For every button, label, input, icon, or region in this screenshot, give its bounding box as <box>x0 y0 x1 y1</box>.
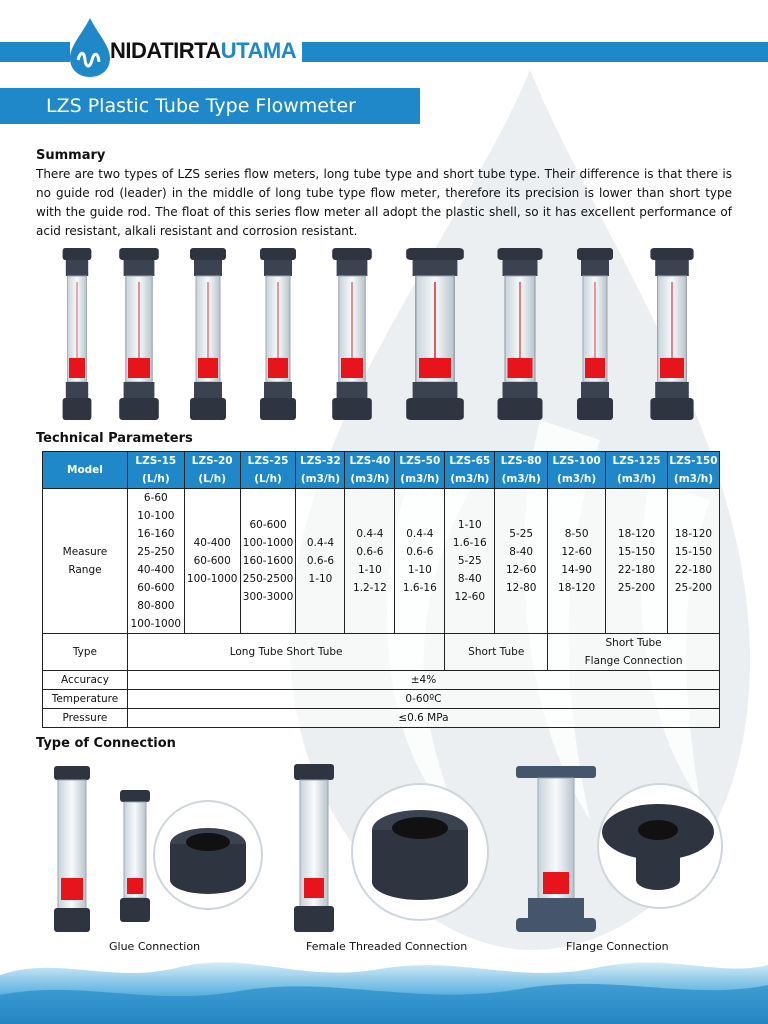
model-name: LZS-80 <box>500 455 542 467</box>
model-unit: (L/h) <box>254 473 282 485</box>
flowmeter-image-2 <box>119 248 159 420</box>
model-header-cell <box>667 452 719 489</box>
model-name: LZS-20 <box>191 455 233 467</box>
range-value: 60-600 <box>249 519 287 531</box>
model-name: LZS-40 <box>349 455 391 467</box>
model-header-cell <box>495 452 548 489</box>
type-long-tube: Long Tube Short Tube <box>127 634 444 671</box>
type-flange-line-1: Short Tube <box>605 637 662 649</box>
range-cell <box>606 489 668 634</box>
range-cell <box>184 489 240 634</box>
pressure-value: ≤0.6 MPa <box>127 709 719 728</box>
model-name: LZS-50 <box>399 455 441 467</box>
range-value: 12-80 <box>505 582 537 594</box>
range-value: 1.6-16 <box>402 582 437 594</box>
range-value: 12-60 <box>454 591 486 603</box>
accuracy-label: Accuracy <box>43 671 128 690</box>
range-value: 250-2500 <box>242 573 294 585</box>
flowmeter-image-3 <box>190 248 226 420</box>
range-value: 12-60 <box>561 546 592 558</box>
female-threaded-connection-image <box>294 764 488 932</box>
range-value: 10-100 <box>137 510 175 522</box>
flowmeter-images <box>50 248 720 424</box>
range-value: 0.6-6 <box>406 546 434 558</box>
brand-name-part-2: UTAMA <box>220 38 297 63</box>
range-value: 18-120 <box>558 582 596 594</box>
model-name: LZS-125 <box>612 455 661 467</box>
type-label: Type <box>43 634 128 671</box>
type-row <box>43 634 720 671</box>
range-cell <box>240 489 296 634</box>
type-flange-line-2: Flange Connection <box>584 655 683 667</box>
range-value: 22-180 <box>617 564 656 576</box>
range-value: 0.4-4 <box>306 537 335 549</box>
model-header-cell <box>296 452 345 489</box>
range-value: 16-160 <box>137 528 175 540</box>
flowmeter-image-1 <box>63 248 92 420</box>
flowmeter-image-6 <box>406 248 464 420</box>
model-unit: (m3/h) <box>501 473 541 485</box>
range-value: 25-200 <box>674 582 713 594</box>
model-header-cell <box>445 452 495 489</box>
model-header-cell <box>395 452 445 489</box>
model-header-cell <box>345 452 395 489</box>
range-value: 1-10 <box>357 564 382 576</box>
technical-parameters-table <box>42 451 720 728</box>
range-value: 100-1000 <box>186 573 238 585</box>
flowmeter-image-5 <box>332 248 372 420</box>
model-unit: (m3/h) <box>350 473 390 485</box>
model-name: LZS-65 <box>449 455 491 467</box>
range-value: 40-400 <box>137 564 175 576</box>
accuracy-row <box>43 671 720 690</box>
flowmeter-product-row <box>50 248 720 424</box>
connection-images <box>40 760 730 940</box>
model-header-cell <box>184 452 240 489</box>
range-value: 0.6-6 <box>356 546 384 558</box>
measure-range-label <box>43 489 128 634</box>
technical-parameters-heading: Technical Parameters <box>36 431 193 446</box>
model-header: Model <box>43 452 128 489</box>
flowmeter-image-7 <box>498 248 543 420</box>
range-cell <box>495 489 548 634</box>
range-value: 1-10 <box>308 573 333 585</box>
flange-connection-label: Flange Connection <box>566 940 669 953</box>
range-label-line-2: Range <box>68 564 102 576</box>
range-value: 1.6-16 <box>452 537 487 549</box>
flange-connection-image <box>516 766 722 932</box>
range-value: 12-60 <box>505 564 537 576</box>
range-value: 25-200 <box>617 582 656 594</box>
range-value: 0.6-6 <box>306 555 335 567</box>
type-flange <box>548 634 720 671</box>
range-value: 15-150 <box>617 546 656 558</box>
model-name: LZS-32 <box>300 455 341 467</box>
range-cell <box>345 489 395 634</box>
range-value: 40-400 <box>193 537 231 549</box>
range-value: 80-800 <box>137 600 175 612</box>
range-value: 8-40 <box>509 546 534 558</box>
model-unit: (m3/h) <box>673 473 714 485</box>
flowmeter-image-4 <box>260 248 296 420</box>
glue-connection-label: Glue Connection <box>109 940 201 953</box>
range-value: 100-1000 <box>130 618 182 630</box>
accuracy-value: ±4% <box>127 671 719 690</box>
range-value: 1.2-12 <box>352 582 387 594</box>
range-value: 22-180 <box>674 564 713 576</box>
type-short-tube: Short Tube <box>445 634 548 671</box>
type-of-connection-heading: Type of Connection <box>36 736 176 751</box>
range-value: 8-40 <box>457 573 482 585</box>
female-threaded-connection-label: Female Threaded Connection <box>306 940 468 953</box>
pressure-label: Pressure <box>43 709 128 728</box>
model-unit: (m3/h) <box>616 473 657 485</box>
range-value: 1-10 <box>457 519 482 531</box>
model-name: LZS-100 <box>552 455 601 467</box>
summary-heading: Summary <box>36 148 106 163</box>
temperature-value: 0-60ºC <box>127 690 719 709</box>
model-unit: (L/h) <box>142 473 170 485</box>
range-value: 60-600 <box>193 555 231 567</box>
model-unit: (L/h) <box>198 473 226 485</box>
range-value: 14-90 <box>561 564 592 576</box>
range-value: 8-50 <box>564 528 589 540</box>
model-header-cell <box>127 452 184 489</box>
model-name: LZS-15 <box>135 455 177 467</box>
model-name: LZS-150 <box>669 455 718 467</box>
temperature-row <box>43 690 720 709</box>
model-header-cell <box>240 452 296 489</box>
model-unit: (m3/h) <box>450 473 490 485</box>
range-cell <box>445 489 495 634</box>
range-cell <box>395 489 445 634</box>
model-unit: (m3/h) <box>557 473 597 485</box>
range-value: 18-120 <box>674 528 713 540</box>
temperature-label: Temperature <box>43 690 128 709</box>
model-header-cell <box>548 452 606 489</box>
range-value: 25-250 <box>137 546 175 558</box>
range-value: 160-1600 <box>242 555 294 567</box>
model-unit: (m3/h) <box>400 473 440 485</box>
range-value: 300-3000 <box>242 591 294 603</box>
table-header-row <box>43 452 720 489</box>
model-unit: (m3/h) <box>300 473 341 485</box>
range-value: 6-60 <box>143 492 168 504</box>
range-label-line-1: Measure <box>62 546 108 558</box>
model-name: LZS-25 <box>247 455 289 467</box>
page-title: LZS Plastic Tube Type Flowmeter <box>46 95 356 117</box>
range-cell <box>667 489 719 634</box>
summary-paragraph: There are two types of LZS series flow meters, long tube type and short tube type. Their difference is that there is no guide rod (leader) in the middle of long tube type flow meter, therefore its precision is lower than short type with the guide rod. The float of this series flow meter all adopt the plastic shell, so it has excellent performance of acid resistant, alkali resistant and corrosion resistant. <box>36 167 732 238</box>
range-cell <box>296 489 345 634</box>
range-value: 60-600 <box>137 582 175 594</box>
range-value: 100-1000 <box>242 537 294 549</box>
range-cell <box>548 489 606 634</box>
range-value: 0.4-4 <box>356 528 384 540</box>
flowmeter-image-8 <box>577 248 613 420</box>
flowmeter-image-9 <box>650 248 693 420</box>
range-value: 0.4-4 <box>406 528 434 540</box>
range-value: 5-25 <box>509 528 534 540</box>
model-header-cell <box>606 452 668 489</box>
glue-connection-image <box>54 766 262 932</box>
measure-range-row <box>43 489 720 634</box>
range-value: 5-25 <box>457 555 482 567</box>
range-value: 15-150 <box>674 546 713 558</box>
brand-name-part-1: NIDATIRTA <box>110 38 221 63</box>
range-cell <box>127 489 184 634</box>
range-value: 1-10 <box>407 564 432 576</box>
range-value: 18-120 <box>617 528 656 540</box>
pressure-row <box>43 709 720 728</box>
